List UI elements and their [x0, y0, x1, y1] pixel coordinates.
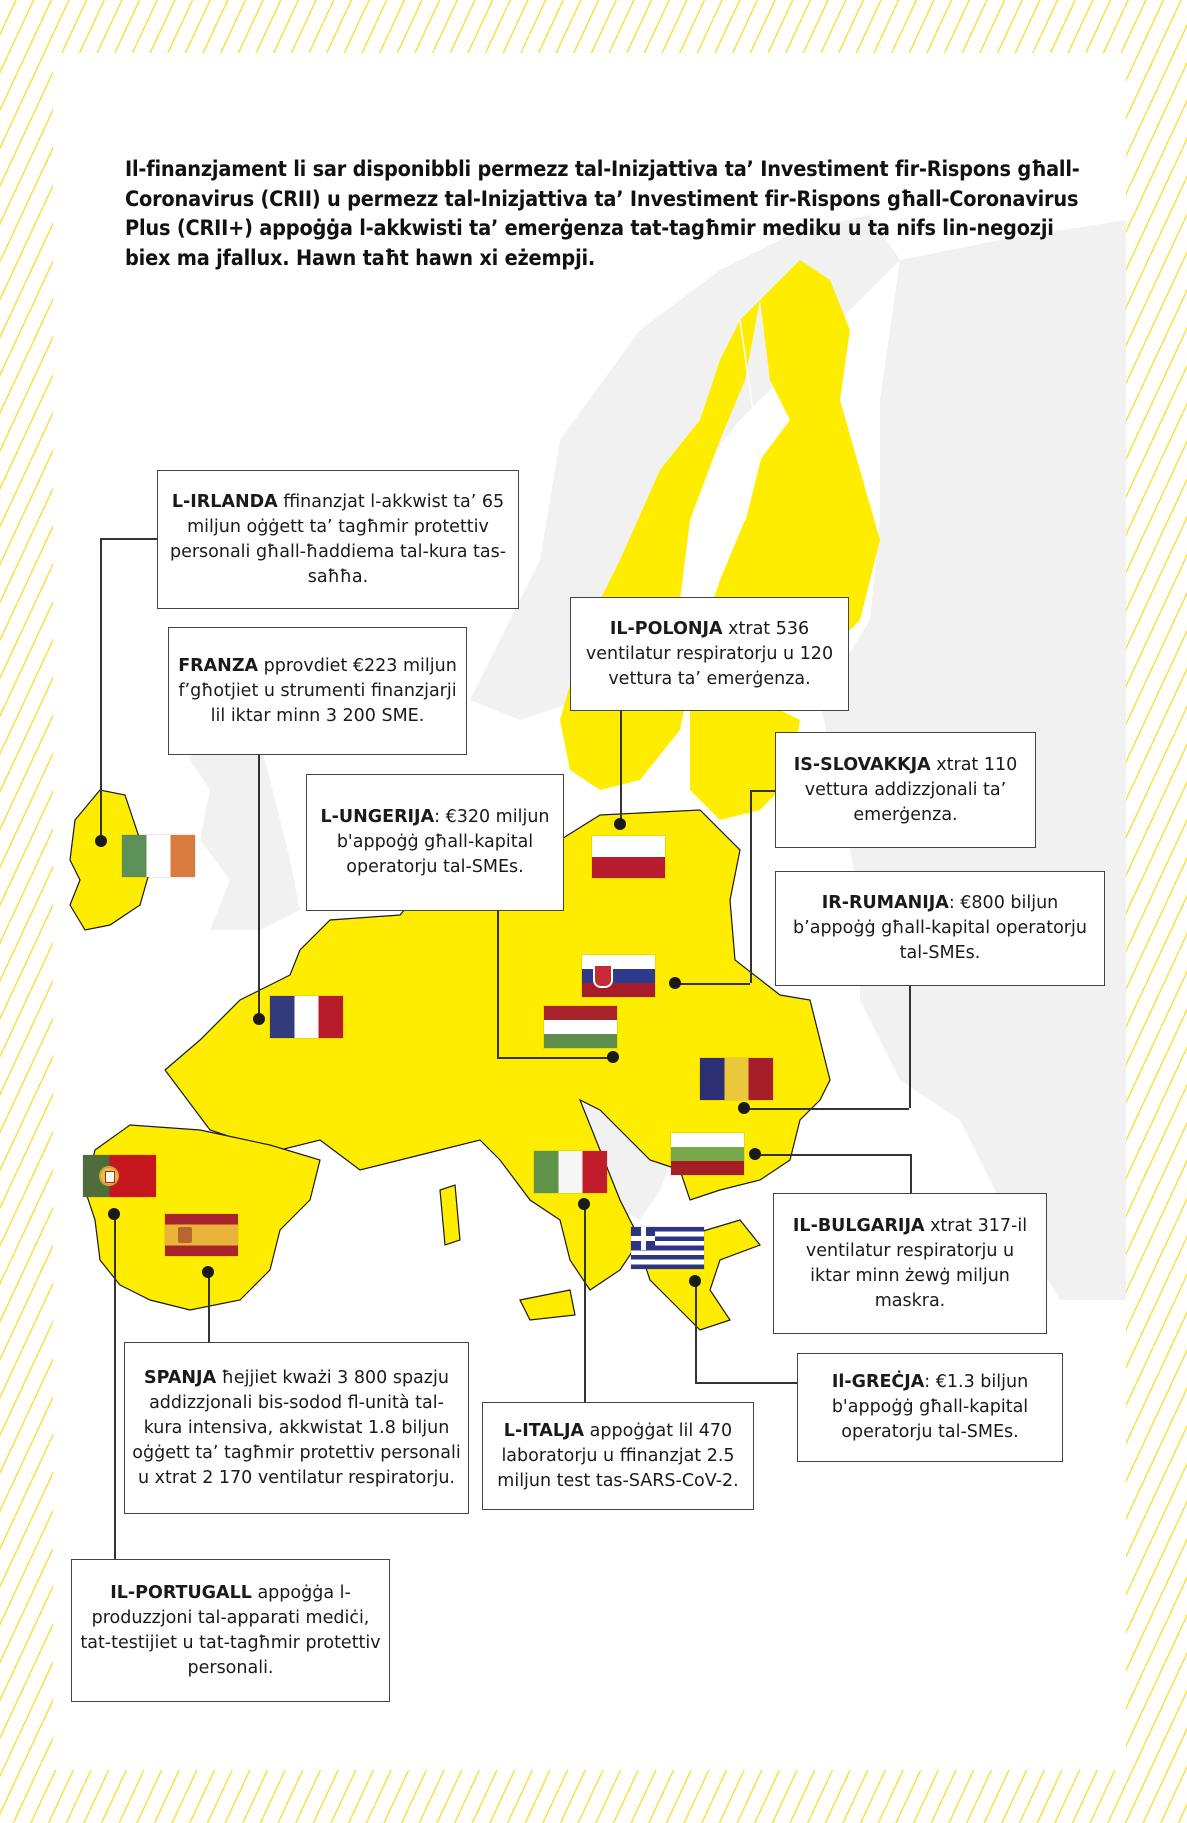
portugal-info-box: [71, 1559, 390, 1702]
country-description: ffinanzjat l-akkwist ta’ 65 miljun oġġett ta’ tagħmir protettiv personali għall-ħaddiema tal-kura tas-saħħa.: [169, 491, 507, 587]
slovakia-leader-line: [750, 790, 752, 983]
country-name: IL-POLONJA: [609, 618, 723, 639]
slovakia-flag-icon: [582, 955, 655, 997]
spain-flag-icon: [165, 1214, 238, 1256]
country-description: : €1.3 biljun b'appoġġ għall-kapital operatorju tal-SMEs.: [831, 1372, 1029, 1442]
slovakia-info-box: [775, 732, 1036, 848]
greece-marker: [689, 1275, 701, 1287]
bulgaria-leader-line: [755, 1154, 910, 1156]
portugal-leader-line: [114, 1214, 116, 1559]
spain-info-box: [124, 1342, 469, 1514]
ireland-leader-line: [100, 538, 102, 841]
romania-info-box: [775, 871, 1105, 986]
france-info-box: [168, 627, 467, 755]
hungary-info-box: [306, 774, 564, 911]
italy-marker: [578, 1198, 590, 1210]
france-leader-line: [258, 755, 260, 1019]
poland-marker: [614, 818, 626, 830]
country-description: ħejjiet kważi 3 800 spazju addizzjonali bis-sodod fl-unità tal-kura intensiva, akkwistat 1.8 biljun oġġett ta’ tagħmir protettiv personali u xtrat 2 170 ventilatur respiratorju.: [132, 1367, 461, 1488]
spain-coat-of-arms-icon: [178, 1227, 192, 1243]
country-description: xtrat 536 ventilatur respiratorju u 120 vettura ta’ emerġenza.: [585, 618, 834, 689]
portugal-armillary-sphere-icon: [99, 1166, 119, 1186]
slovakia-leader-line: [675, 983, 750, 985]
slovakia-marker: [669, 977, 681, 989]
greece-leader-line: [695, 1281, 697, 1382]
slovakia-coat-of-arms-icon: [593, 964, 613, 988]
country-name: IR-RUMANIJA: [821, 893, 949, 913]
country-name: L-ITALJA: [503, 1420, 585, 1441]
greece-info-box: [797, 1353, 1063, 1462]
country-description: : €320 miljun b'appoġġ għall-kapital operatorju tal-SMEs.: [336, 807, 550, 877]
portugal-marker: [108, 1208, 120, 1220]
hungary-marker: [607, 1051, 619, 1063]
country-name: IL-BULGARIJA: [792, 1215, 925, 1236]
greece-flag-icon: [631, 1227, 704, 1269]
country-name: L-UNGERIJA: [320, 807, 435, 827]
greece-leader-line: [695, 1382, 797, 1384]
hungary-leader-line: [497, 1057, 613, 1059]
france-marker: [253, 1013, 265, 1025]
france-flag-icon: [270, 996, 343, 1038]
romania-marker: [738, 1102, 750, 1114]
romania-flag-icon: [700, 1058, 773, 1100]
country-description: xtrat 317-il ventilatur respiratorju u iktar minn żewġ miljun maskra.: [805, 1215, 1028, 1311]
ireland-info-box: [157, 470, 519, 609]
portugal-flag-icon: [83, 1155, 156, 1197]
hungary-leader-line: [497, 911, 499, 1057]
poland-leader-line: [620, 711, 622, 824]
ireland-flag-icon: [122, 835, 195, 877]
italy-flag-icon: [534, 1151, 607, 1193]
italy-info-box: [482, 1402, 754, 1510]
country-description: pprovdiet €223 miljun f’għotjiet u strumenti finanzjarji lil iktar minn 3 200 SME.: [178, 655, 457, 726]
spain-marker: [202, 1266, 214, 1278]
country-name: FRANZA: [178, 655, 259, 676]
slovakia-leader-line: [750, 790, 775, 792]
poland-info-box: [570, 597, 849, 711]
romania-leader-line: [744, 1108, 909, 1110]
country-description: : €800 biljun b’appoġġ għall-kapital operatorju tal-SMEs.: [793, 893, 1087, 963]
country-description: appoġġa l-produzzjoni tal-apparati mediċi, tat-testijiet u tat-tagħmir protettiv personali.: [80, 1582, 381, 1678]
romania-leader-line: [909, 986, 911, 1108]
country-name: L-IRLANDA: [171, 491, 278, 512]
hungary-flag-icon: [544, 1006, 617, 1048]
country-name: IS-SLOVAKKJA: [793, 754, 931, 775]
country-name: Il-GREĊJA: [831, 1372, 925, 1392]
bulgaria-leader-line: [910, 1154, 912, 1193]
country-name: IL-PORTUGALL: [110, 1582, 252, 1603]
spain-leader-line: [208, 1272, 210, 1342]
ireland-marker: [95, 835, 107, 847]
bulgaria-flag-icon: [671, 1133, 744, 1175]
ireland-leader-line: [100, 538, 158, 540]
bulgaria-marker: [749, 1148, 761, 1160]
greece-cross-canton: [631, 1227, 655, 1250]
country-description: appoġġat lil 470 laboratorju u ffinanzjat 2.5 miljun test tas-SARS-CoV-2.: [497, 1420, 739, 1491]
poland-flag-icon: [592, 836, 665, 878]
country-description: xtrat 110 vettura addizzjonali ta’ emerġenza.: [804, 754, 1018, 825]
bulgaria-info-box: [773, 1193, 1047, 1334]
intro-text: Il-finanzjament li sar disponibbli permezz tal-Inizjattiva ta’ Investiment fir-Rispons għall-Coronavirus (CRII) u permezz tal-Inizjattiva ta’ Investiment fir-Rispons għall-Coronavirus Plus (CRII+) appoġġa l-akkwisti ta’ emerġenza tat-tagħmir mediku u ta nifs lin-negozji biex ma jfallux. Hawn taħt hawn xi eżempji.: [125, 157, 1080, 271]
country-name: SPANJA: [144, 1367, 217, 1388]
italy-leader-line: [584, 1204, 586, 1402]
